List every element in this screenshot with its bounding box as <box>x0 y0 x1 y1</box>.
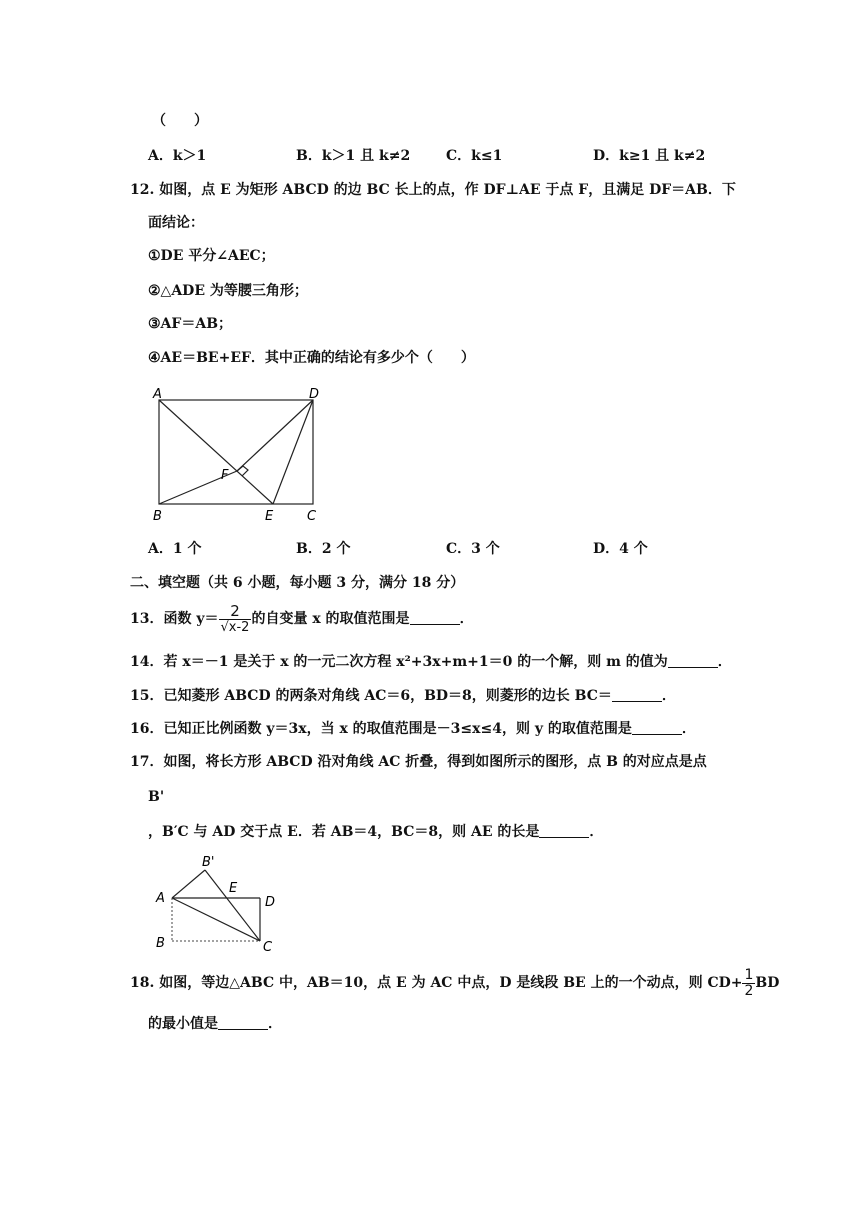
q12-label-f: F <box>221 468 229 483</box>
q13-numerator: 2 <box>230 602 240 620</box>
q12-conclusion-3: ③AF＝AB； <box>148 316 233 332</box>
q16-end: ． <box>681 721 696 737</box>
q12-conclusion-4: ④AE＝BE+EF．其中正确的结论有多少个（ ） <box>148 350 475 366</box>
q12-label-c: C <box>307 509 317 524</box>
q12-option-b: B．2 个 <box>296 541 351 557</box>
q12-option-d: D．4 个 <box>593 541 648 557</box>
q12-option-a: A．1 个 <box>148 541 202 557</box>
q18-line2-text: 的最小值是 <box>148 1016 218 1032</box>
q14-text: 14．若 x＝－1 是关于 x 的一元二次方程 x²+3x+m+1＝0 的一个解，则 m 的值为 <box>130 654 668 670</box>
q13-blank <box>410 610 460 625</box>
q17-label-c: C <box>263 940 273 955</box>
q18-blank <box>218 1015 268 1030</box>
q16-text: 16．已知正比例函数 y＝3x，当 x 的取值范围是－3≤x≤4，则 y 的取值范围是 <box>130 721 632 737</box>
q18-prefix: 18. 如图，等边△ABC 中，AB＝10，点 E 为 AC 中点，D 是线段 BE 上的一个动点，则 CD+ <box>130 975 743 991</box>
q17-line2: B' <box>148 789 165 805</box>
q12-conclusion-1: ①DE 平分∠AEC； <box>148 248 275 264</box>
q17-label-b: B <box>156 936 165 951</box>
q18-fraction <box>742 967 755 999</box>
q14-blank <box>668 653 718 668</box>
q13-prefix: 13．函数 y＝ <box>130 611 219 627</box>
q15-blank <box>612 687 662 702</box>
q18-line1 <box>130 963 779 1003</box>
q17-label-bprime: B' <box>202 855 215 870</box>
q11-option-b: B．k＞1 且 k≠2 <box>296 148 411 164</box>
q15-text: 15．已知菱形 ABCD 的两条对角线 AC＝6，BD＝8，则菱形的边长 BC＝ <box>130 688 612 704</box>
q13-end: ． <box>459 611 474 627</box>
q11-option-a: A．k＞1 <box>148 148 207 164</box>
q11-option-c: C．k≤1 <box>446 148 503 164</box>
q16-blank <box>632 720 682 735</box>
q13-denominator: √x-2 <box>220 620 250 635</box>
q17-text: ，B′C 与 AD 交于点 E．若 AB＝4，BC＝8，则 AE 的长是 <box>148 824 540 840</box>
q12-line1: 12. 如图，点 E 为矩形 ABCD 的边 BC 长上的点，作 DF⊥AE 于点 F，且满足 DF＝AB．下 <box>130 182 736 198</box>
q15-end: ． <box>661 688 676 704</box>
q12-label-d: D <box>309 387 320 402</box>
q17-line3 <box>148 822 603 842</box>
q18-numerator: 1 <box>744 967 754 983</box>
q12-line2: 面结论： <box>148 215 204 231</box>
q16-line <box>130 719 696 739</box>
q13-fraction <box>219 603 252 635</box>
q18-line2 <box>148 1014 282 1034</box>
q18-end: ． <box>268 1016 282 1032</box>
q12-rectangle-figure <box>145 382 330 525</box>
section2-title: 二、填空题（共 6 小题，每小题 3 分，满分 18 分） <box>130 575 465 591</box>
q12-label-a: A <box>153 387 162 402</box>
q13-suffix: 的自变量 x 的取值范围是 <box>251 611 410 627</box>
q17-line1: 17．如图，将长方形 ABCD 沿对角线 AC 折叠，得到如图所示的图形，点 B 的对应点是点 <box>130 754 707 770</box>
q18-denominator: 2 <box>744 983 754 999</box>
q14-end: ． <box>717 654 732 670</box>
q17-end: ． <box>589 824 604 840</box>
q11-paren: （ ） <box>152 113 208 129</box>
q12-option-c: C．3 个 <box>446 541 500 557</box>
q14-line <box>130 652 732 672</box>
q18-suffix: BD <box>755 975 780 991</box>
q12-conclusion-2: ②△ADE 为等腰三角形； <box>148 283 308 299</box>
q17-fold-figure <box>150 850 285 956</box>
q13-line <box>130 601 474 637</box>
q12-label-b: B <box>153 509 162 524</box>
q17-blank <box>539 823 589 838</box>
q17-label-d: D <box>265 895 276 910</box>
q11-option-d: D．k≥1 且 k≠2 <box>593 148 706 164</box>
q12-label-e: E <box>265 509 274 524</box>
q17-label-e: E <box>229 881 238 896</box>
q17-label-a: A <box>156 891 165 906</box>
q15-line <box>130 686 676 706</box>
